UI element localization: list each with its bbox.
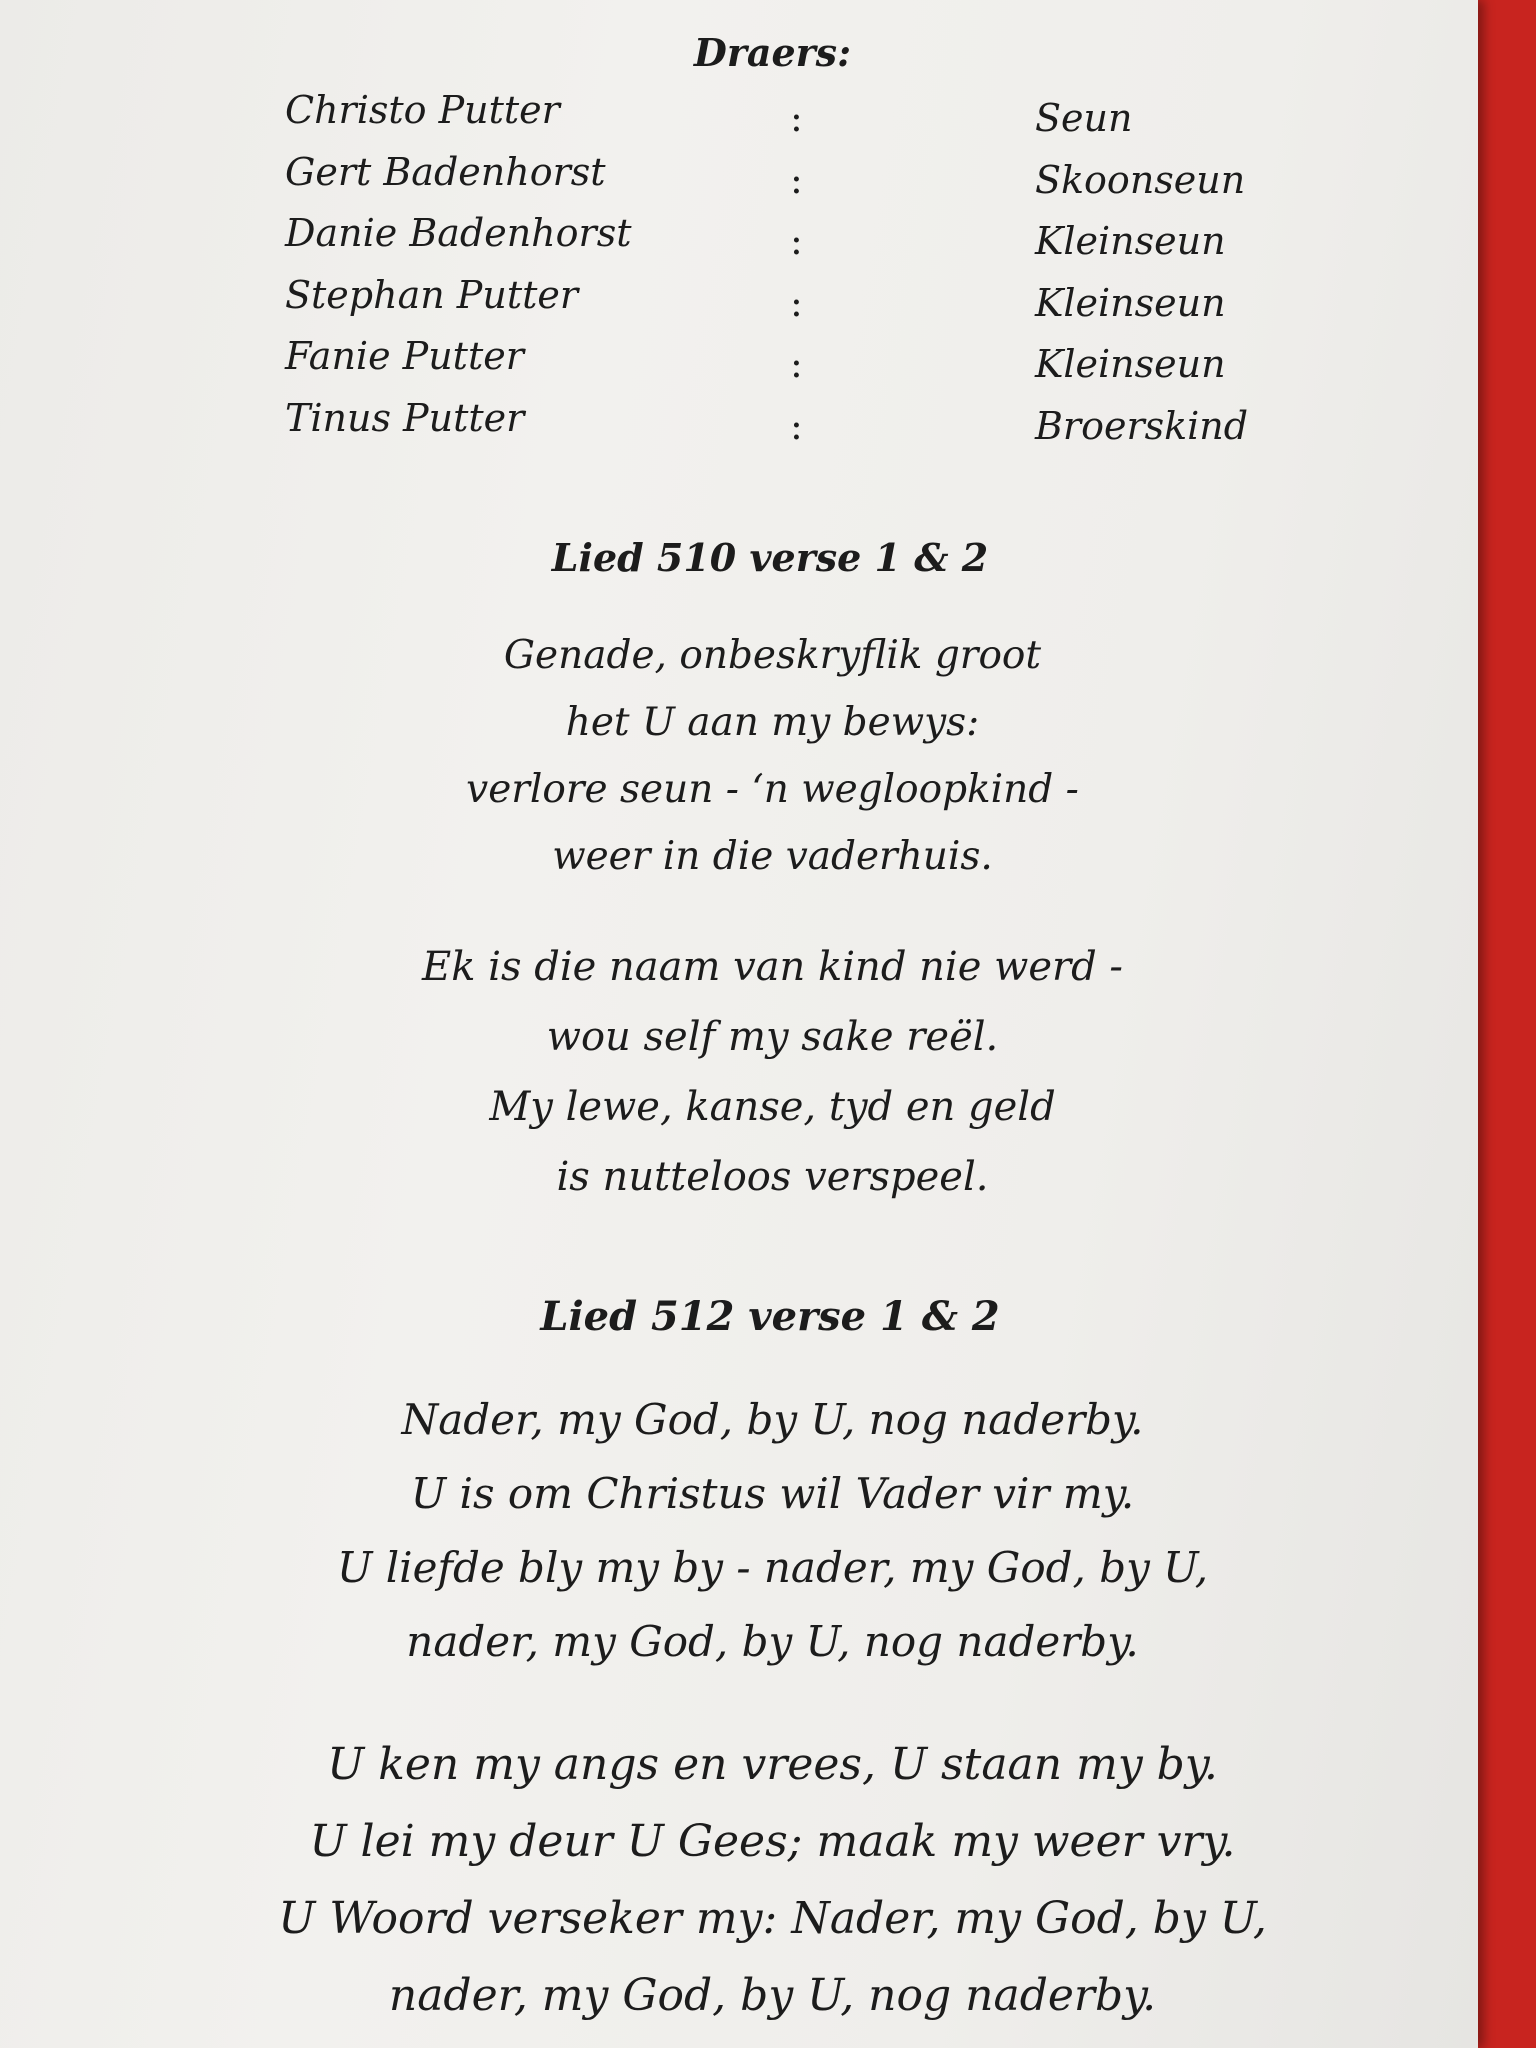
verse-line: U liefde bly my by - nader, my God, by U,	[336, 1543, 1209, 1592]
hymn-512-heading: Lied 512 verse 1 & 2	[540, 1293, 1000, 1340]
bearer-separator: :	[790, 157, 803, 202]
bearer-row	[285, 396, 1285, 458]
bearer-row	[285, 211, 1285, 273]
bearer-row	[285, 88, 1285, 150]
bearer-name: Tinus Putter	[285, 395, 525, 440]
bearer-separator: :	[790, 403, 803, 448]
bearer-name: Fanie Putter	[285, 334, 524, 378]
verse-line: U is om Christus wil Vader vir my.	[410, 1469, 1135, 1518]
verse-line: U ken my angs en vrees, U staan my by.	[327, 1739, 1218, 1790]
hymn-512-verse-2	[0, 1726, 1536, 2034]
verse-line: het U aan my bewys:	[565, 700, 980, 745]
hymn-510-verse-2	[0, 932, 1536, 1212]
draers-heading: Draers:	[693, 30, 852, 75]
verse-line: nader, my God, by U, nog naderby.	[406, 1617, 1139, 1666]
bearer-relation: Kleinseun	[1035, 280, 1226, 325]
bearer-relation: Kleinseun	[1035, 219, 1226, 263]
hymn-510-heading: Lied 510 verse 1 & 2	[551, 535, 989, 580]
bearer-relation: Broerskind	[1035, 403, 1249, 448]
bearer-separator: :	[790, 219, 803, 263]
bearer-separator: :	[790, 280, 803, 325]
bearer-relation: Kleinseun	[1035, 342, 1226, 386]
verse-line: is nutteloos verspeel.	[556, 1154, 989, 1200]
verse-line: U lei my deur U Gees; maak my weer vry.	[309, 1816, 1236, 1867]
verse-line: weer in die vaderhuis.	[552, 834, 993, 879]
verse-line: verlore seun - ‘n wegloopkind -	[466, 767, 1079, 812]
bearer-row	[285, 150, 1285, 212]
verse-line: Genade, onbeskryflik groot	[503, 633, 1042, 678]
verse-line: nader, my God, by U, nog naderby.	[388, 1970, 1157, 2021]
hymn-512-verse-1	[0, 1383, 1536, 1679]
verse-line: Ek is die naam van kind nie werd -	[422, 944, 1123, 990]
verse-line: U Woord verseker my: Nader, my God, by U,	[278, 1893, 1267, 1944]
bearers-list	[285, 88, 1285, 457]
verse-line: wou self my sake reël.	[546, 1014, 999, 1060]
bearer-row	[285, 273, 1285, 335]
bearer-relation: Skoonseun	[1035, 157, 1246, 202]
bearer-separator: :	[790, 342, 803, 386]
verse-line: My lewe, kanse, tyd en geld	[489, 1084, 1056, 1130]
bearer-name: Christo Putter	[285, 88, 560, 132]
bearer-separator: :	[790, 96, 803, 140]
bearer-name: Stephan Putter	[285, 272, 579, 317]
hymn-510-verse-1	[0, 622, 1536, 890]
bearer-row	[285, 334, 1285, 396]
bearer-name: Gert Badenhorst	[285, 149, 606, 194]
bearer-relation: Seun	[1035, 96, 1133, 140]
bearer-name: Danie Badenhorst	[285, 211, 632, 255]
verse-line: Nader, my God, by U, nog naderby.	[401, 1395, 1144, 1444]
